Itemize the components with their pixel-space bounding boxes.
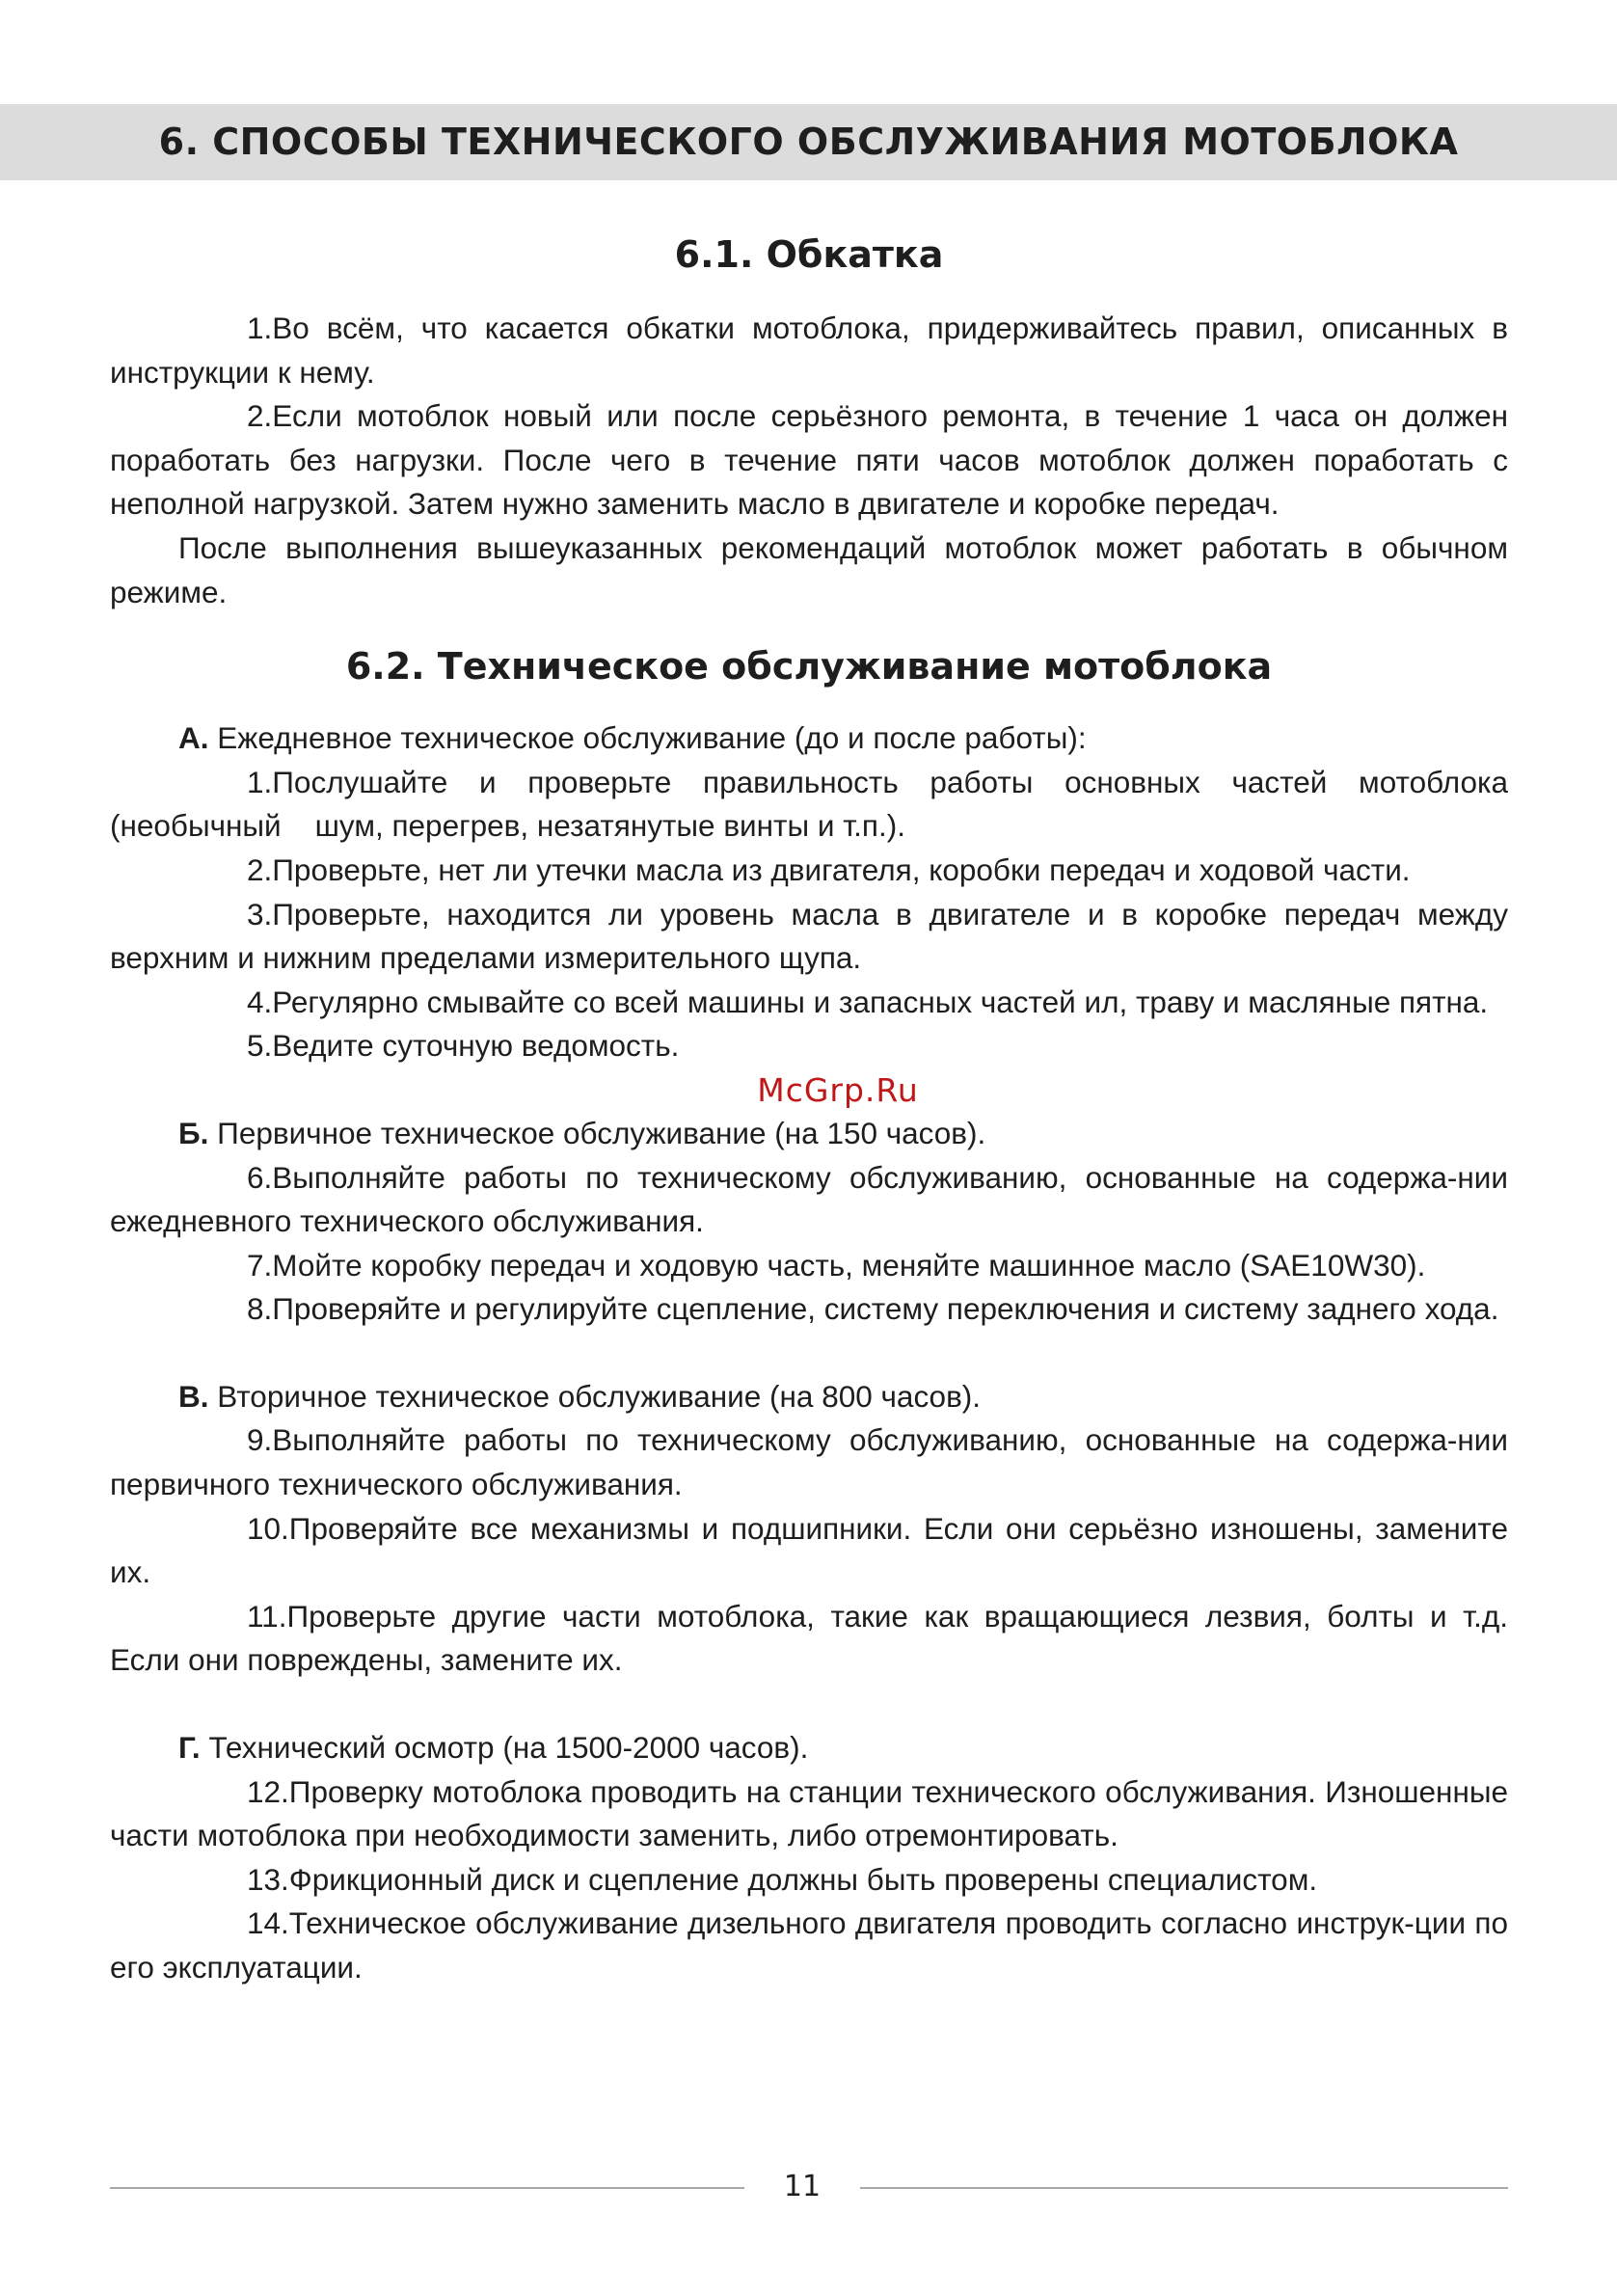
- group-title: Ежедневное техническое обслуживание (до и после работы):: [217, 720, 1087, 756]
- item-text: Регулярно смывайте со всей машины и запасных частей ил, траву и масляные пятна.: [272, 984, 1489, 1019]
- list-item: [110, 1858, 1508, 1903]
- item-number: 9.: [247, 1422, 273, 1458]
- list-item: [110, 1595, 1508, 1683]
- list-item: [110, 1156, 1508, 1244]
- list-item: [110, 1902, 1508, 1989]
- list-item: [110, 1507, 1508, 1595]
- item-text: Если мотоблок новый или после серьёзного ремонта, в течение 1 часа он должен поработать без нагрузки. После чего в течение пяти часов мотоблок должен поработать с неполной нагрузкой. Затем нужно заменить масло в двигателе и коробке передач.: [110, 398, 1508, 522]
- item-text: Ведите суточную ведомость.: [272, 1028, 680, 1064]
- item-text: Во всём, что касается обкатки мотоблока, придерживайтесь правил, описанных в инструкции к нему.: [110, 311, 1508, 390]
- item-text: Техническое обслуживание дизельного двигателя проводить согласно инструк-ции по его эксплуатации.: [110, 1905, 1508, 1985]
- list-item: [110, 1024, 1508, 1068]
- list-item: [110, 893, 1508, 981]
- item-number: 1.: [247, 764, 273, 799]
- list-item: [110, 1244, 1508, 1288]
- section-title-break-in: 6.1. Обкатка: [674, 233, 944, 276]
- item-number: 1.: [247, 311, 273, 345]
- group-title: Технический осмотр (на 1500-2000 часов).: [208, 1730, 809, 1766]
- group-letter: А.: [178, 720, 209, 756]
- item-number: 4.: [247, 984, 273, 1019]
- item-number: 2.: [247, 398, 273, 434]
- item-text: Проверяйте все механизмы и подшипники. Если они серьёзно изношены, замените их.: [110, 1510, 1508, 1590]
- list-item: [110, 1770, 1508, 1858]
- item-number: 10.: [247, 1510, 289, 1546]
- item-text: Проверьте, находится ли уровень масла в двигателе и в коробке передач между верхним и нижним пределами измерительного щупа.: [110, 896, 1508, 976]
- item-number: 8.: [247, 1291, 273, 1327]
- item-text: Выполняйте работы по техническому обслуживанию, основанные на содержа-нии первичного технического обслуживания.: [110, 1422, 1508, 1502]
- list-item: [110, 849, 1508, 893]
- group-letter: Б.: [178, 1115, 209, 1150]
- item-text: Проверку мотоблока проводить на станции технического обслуживания. Изношенные части мотоблока при необходимости заменить, либо отремонтировать.: [110, 1773, 1508, 1853]
- item-text: Фрикционный диск и сцепление должны быть проверены специалистом.: [288, 1861, 1318, 1897]
- item-text: Выполняйте работы по техническому обслуживанию, основанные на содержа-нии ежедневного технического обслуживания.: [110, 1159, 1508, 1239]
- group-letter: В.: [178, 1378, 209, 1414]
- page-number: 11: [783, 2170, 822, 2203]
- list-item: [110, 981, 1508, 1025]
- item-number: 13.: [247, 1861, 289, 1897]
- list-item: [110, 1287, 1508, 1332]
- group-title: Вторичное техническое обслуживание (на 800 часов).: [217, 1378, 982, 1414]
- group-title: Первичное техническое обслуживание (на 150 часов).: [217, 1115, 986, 1150]
- closing-paragraph: После выполнения вышеуказанных рекомендаций мотоблок может работать в обычном режиме.: [110, 529, 1508, 609]
- item-text: Послушайте и проверьте правильность работы основных частей мотоблока (необычный шум, перегрев, незатянутые винты и т.п.).: [110, 764, 1517, 844]
- item-number: 2.: [247, 851, 273, 887]
- list-item: [110, 1418, 1508, 1506]
- item-text: Проверьте другие части мотоблока, такие как вращающиеся лезвия, болты и т.д. Если они повреждены, замените их.: [110, 1598, 1508, 1678]
- footer-divider-right: [860, 2187, 1508, 2189]
- spacer: [110, 1683, 1508, 1726]
- item-text: Проверяйте и регулируйте сцепление, систему переключения и систему заднего хода.: [272, 1291, 1499, 1327]
- item-number: 3.: [247, 896, 273, 932]
- item-number: 6.: [247, 1159, 273, 1195]
- item-number: 12.: [247, 1773, 289, 1809]
- group-heading-v: [110, 1375, 1508, 1419]
- item-number: 14.: [247, 1905, 289, 1941]
- group-letter: Г.: [178, 1730, 201, 1766]
- footer-divider-left: [110, 2187, 744, 2189]
- group-heading-g: [110, 1726, 1508, 1770]
- group-heading-b: [110, 1112, 1508, 1156]
- item-number: 7.: [247, 1247, 273, 1283]
- section-title-maintenance: 6.2. Техническое обслуживание мотоблока: [345, 645, 1273, 689]
- list-item: [110, 761, 1517, 849]
- list-item: [110, 394, 1508, 527]
- chapter-title: 6. СПОСОБЫ ТЕХНИЧЕСКОГО ОБСЛУЖИВАНИЯ МОТОБЛОКА: [158, 121, 1459, 163]
- group-heading-a: [110, 716, 1508, 761]
- page-content: [110, 204, 1517, 1990]
- watermark-link[interactable]: McGrp.Ru: [757, 1070, 919, 1109]
- item-text: Мойте коробку передач и ходовую часть, меняйте машинное масло (SAE10W30).: [272, 1247, 1426, 1283]
- item-number: 5.: [247, 1028, 273, 1064]
- list-item: [110, 307, 1508, 394]
- item-text: Проверьте, нет ли утечки масла из двигателя, коробки передач и ходовой части.: [272, 851, 1411, 887]
- spacer: [110, 1332, 1508, 1375]
- item-number: 11.: [247, 1598, 287, 1634]
